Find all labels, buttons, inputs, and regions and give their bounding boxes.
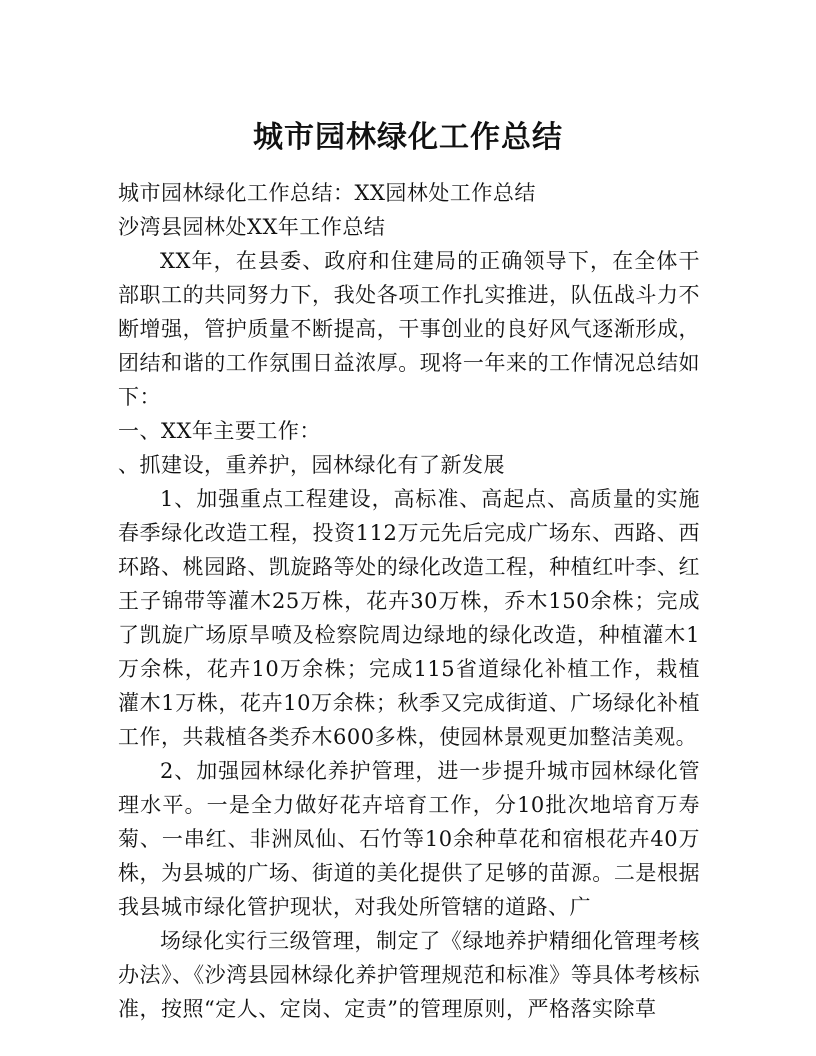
- paragraph: XX年，在县委、政府和住建局的正确领导下，在全体干部职工的共同努力下，我处各项工作扎实推进，队伍战斗力不断增强，管护质量不断提高，干事创业的良好风气逐渐形成，团结和谐的工作氛围日益浓厚。现将一年来的工作情况总结如下：: [118, 249, 700, 409]
- document-body: [118, 176, 700, 1026]
- paragraph: 1、加强重点工程建设，高标准、高起点、高质量的实施春季绿化改造工程，投资112万元先后完成广场东、西路、西环路、桃园路、凯旋路等处的绿化改造工程，种植红叶李、红王子锦带等灌木25万株，花卉30万株，乔木150余株；完成了凯旋广场原旱喷及检察院周边绿地的绿化改造，种植灌木1万余株，花卉10万余株；完成115省道绿化补植工作，栽植灌木1万株，花卉10万余株；秋季又完成街道、广场绿化补植工作，共栽植各类乔木600多株，使园林景观更加整洁美观。: [118, 487, 700, 749]
- paragraph: 场绿化实行三级管理，制定了《绿地养护精细化管理考核办法》、《沙湾县园林绿化养护管理规范和标准》等具体考核标准，按照“定人、定岗、定责”的管理原则，严格落实除草: [118, 929, 700, 1021]
- paragraph: 沙湾县园林处XX年工作总结: [118, 215, 386, 239]
- section-heading: 一、XX年主要工作：: [118, 419, 321, 443]
- paragraph: 2、加强园林绿化养护管理，进一步提升城市园林绿化管理水平。一是全力做好花卉培育工作，分10批次地培育万寿菊、一串红、非洲凤仙、石竹等10余种草花和宿根花卉40万株，为县城的广场、街道的美化提供了足够的苗源。二是根据我县城市绿化管护现状，对我处所管辖的道路、广: [118, 759, 700, 919]
- document-title: 城市园林绿化工作总结: [253, 120, 563, 156]
- subsection-heading: 、抓建设，重养护，园林绿化有了新发展: [118, 453, 505, 477]
- paragraph: 城市园林绿化工作总结：XX园林处工作总结: [118, 181, 536, 205]
